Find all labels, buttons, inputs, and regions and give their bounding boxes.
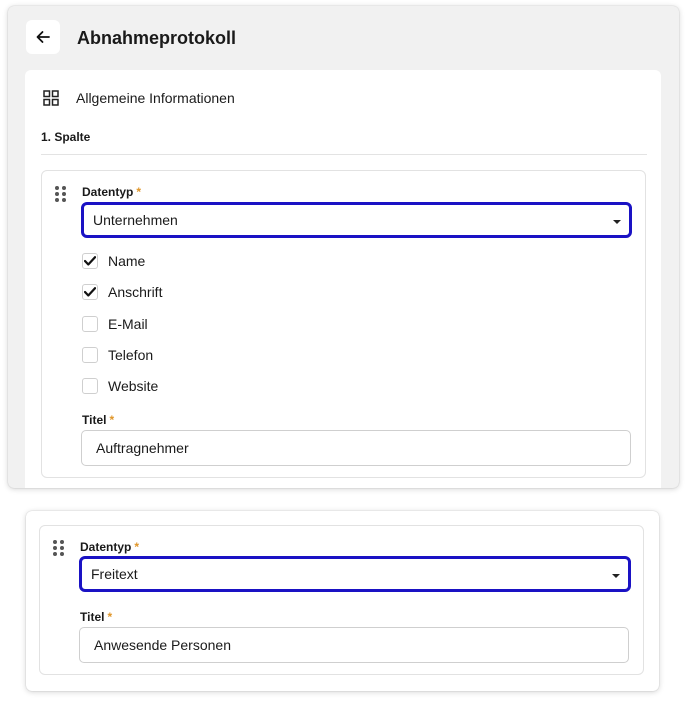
title-label: Titel * <box>82 413 115 427</box>
checkbox-website[interactable]: Website <box>82 378 158 394</box>
checkbox-anschrift[interactable]: Anschrift <box>82 284 162 300</box>
check-icon[interactable] <box>82 284 98 300</box>
checkbox-box[interactable] <box>82 316 98 332</box>
checkbox-telefon[interactable]: Telefon <box>82 347 153 363</box>
caret-down-icon <box>613 220 621 224</box>
datatype-label: Datentyp * <box>80 540 140 554</box>
checkbox-box[interactable] <box>82 378 98 394</box>
section-title: Allgemeine Informationen <box>76 90 235 106</box>
title-input[interactable]: Anwesende Personen <box>79 627 629 663</box>
datatype-select[interactable]: Unternehmen <box>81 202 632 238</box>
datatype-label: Datentyp * <box>82 185 142 199</box>
datatype-select[interactable]: Freitext <box>79 556 631 592</box>
field-card-floating <box>26 511 659 691</box>
field-card <box>39 525 644 675</box>
divider <box>41 154 647 155</box>
drag-handle-icon[interactable] <box>53 540 64 556</box>
page-title: Abnahmeprotokoll <box>77 28 237 48</box>
check-icon[interactable] <box>82 253 98 269</box>
section-header <box>43 90 235 106</box>
field-card <box>41 170 646 478</box>
back-button[interactable] <box>26 20 60 54</box>
column-title: 1. Spalte <box>41 130 91 144</box>
grid-icon <box>43 90 59 106</box>
drag-handle-icon[interactable] <box>55 186 66 202</box>
checkbox-box[interactable] <box>82 347 98 363</box>
form-editor-window <box>8 6 679 488</box>
section-card <box>25 70 661 488</box>
checkbox-name[interactable]: Name <box>82 253 145 269</box>
checkbox-email[interactable]: E-Mail <box>82 316 148 332</box>
title-input[interactable]: Auftragnehmer <box>81 430 631 466</box>
caret-down-icon <box>612 574 620 578</box>
arrow-left-icon <box>35 29 51 45</box>
title-label: Titel * <box>80 610 113 624</box>
